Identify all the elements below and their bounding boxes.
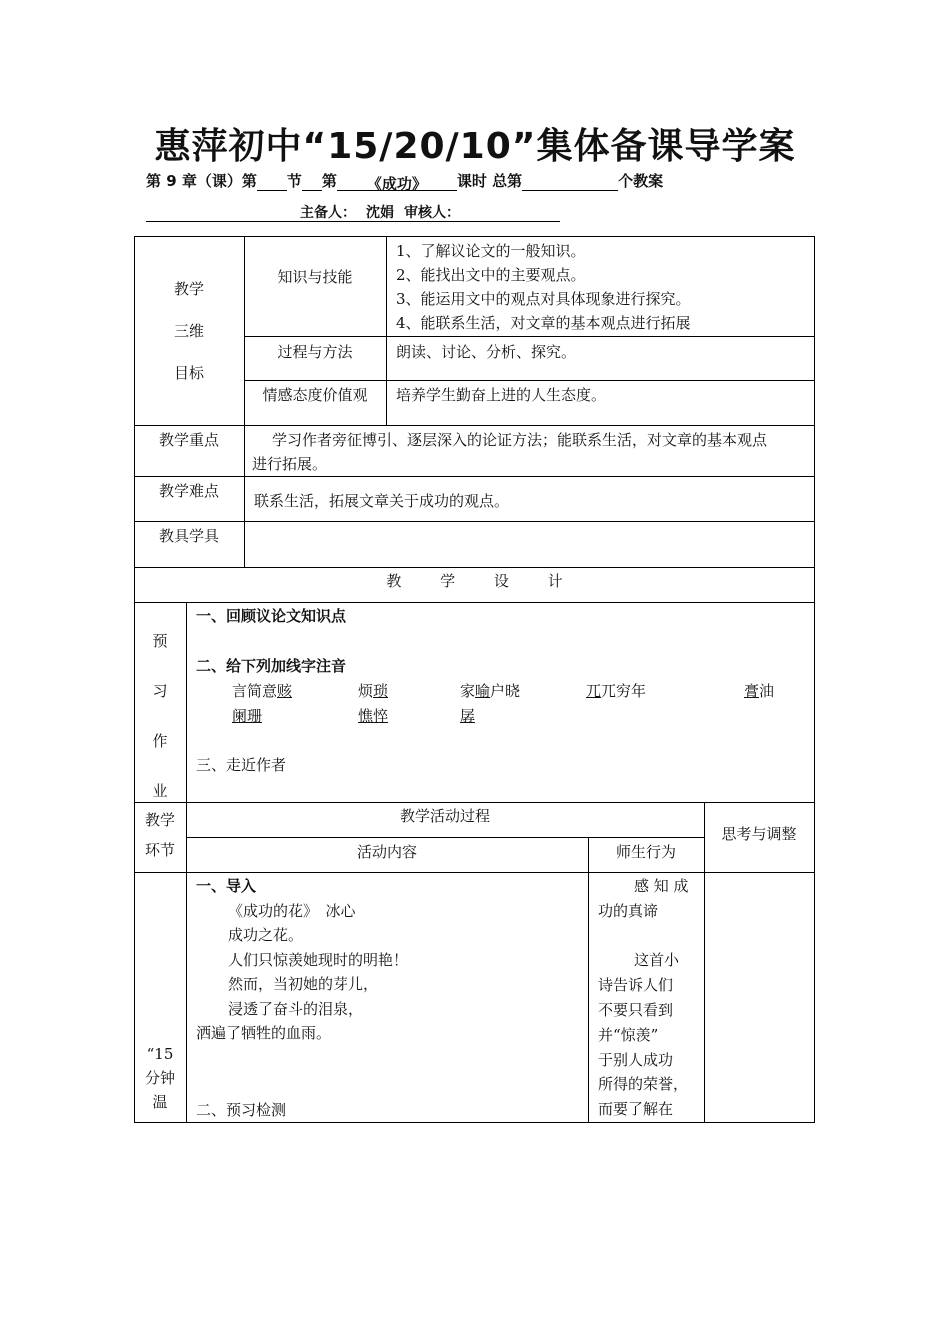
list-item: 1、了解议论文的一般知识。 — [396, 242, 586, 260]
process-text: 朗读、讨论、分析、探究。 — [396, 343, 577, 361]
pinyin-word: 烦琐 — [358, 682, 389, 700]
activity-content — [196, 874, 586, 1046]
content-heading: 活动内容 — [356, 843, 417, 861]
stage-label: 教学 环节 — [144, 811, 175, 859]
stage-text: “15 分钟 温 — [144, 1045, 175, 1111]
emotion-label: 情感态度价值观 — [262, 386, 368, 404]
difficulty-label: 教学难点 — [158, 482, 219, 500]
preview-section-3: 三、走近作者 — [196, 756, 287, 774]
preparer-label: 主备人： — [300, 205, 356, 221]
meta-keshi: 课时 总第 — [456, 172, 523, 190]
goals-label: 教学 三维 目标 — [173, 280, 204, 382]
poem-line: 洒遍了牺牲的血雨。 — [196, 1024, 332, 1042]
preview-section-2: 二、给下列加线字注音 — [196, 657, 347, 675]
meta-chapter: 第 9 章（课）第 — [146, 172, 257, 190]
preparer-line — [146, 202, 560, 222]
di-blank — [302, 173, 322, 191]
poem-line: 成功之花。 — [228, 926, 304, 944]
meta-suffix: 个教案 — [618, 172, 664, 190]
tools-label: 教具学具 — [158, 527, 219, 545]
meta-di: 第 — [321, 172, 337, 190]
knowledge-list — [396, 239, 811, 335]
activity-heading: 一、导入 — [196, 877, 257, 895]
preview-label: 预 习 作 业 — [152, 632, 168, 800]
pinyin-word: 膏油 — [744, 682, 775, 700]
lesson-meta-line — [146, 170, 663, 191]
reviewer-label: 审核人： — [404, 205, 460, 221]
poem-line: 人们只惊羡她现时的明艳！ — [228, 950, 409, 969]
key-point-text: 学习作者旁征博引、逐层深入的论证方法；能联系生活，对文章的基本观点 进行拓展。 — [252, 431, 768, 473]
pinyin-word: 憔悴 — [358, 707, 389, 725]
emotion-text: 培养学生勤奋上进的人生态度。 — [396, 386, 607, 404]
teacher-behavior: 感 知 成 功的真谛 这首小 诗告诉人们 不要只看到 并“惊羡” 于别人成功 所得的荣誉， 而要了解在 — [598, 877, 689, 1119]
list-item: 2、能找出文中的主要观点。 — [396, 266, 586, 284]
poem-line: 然而，当初她的芽儿， — [228, 975, 379, 993]
activity-section-2: 二、预习检测 — [196, 1101, 287, 1119]
teacher-heading: 师生行为 — [615, 843, 676, 861]
section-blank — [257, 173, 287, 191]
lesson-name: 《成功》 — [337, 173, 457, 191]
knowledge-label: 知识与技能 — [277, 268, 353, 286]
preparer-name: 沈娟 — [366, 205, 394, 221]
pinyin-word: 阑珊 — [232, 707, 263, 725]
pinyin-word: 兀兀穷年 — [586, 682, 647, 700]
preview-section-1: 一、回顾议论文知识点 — [196, 607, 347, 625]
meta-jie: 节 — [286, 172, 302, 190]
difficulty-text: 联系生活，拓展文章关于成功的观点。 — [254, 492, 510, 510]
page-title: 惠萍初中“15/20/10”集体备课导学案 — [154, 126, 796, 167]
total-blank — [522, 173, 618, 191]
list-item: 3、能运用文中的观点对具体现象进行探究。 — [396, 290, 691, 308]
reflect-heading: 思考与调整 — [721, 825, 797, 843]
pinyin-word: 孱 — [460, 707, 476, 725]
pinyin-word: 家喻户晓 — [460, 682, 521, 700]
list-item: 4、能联系生活，对文章的基本观点进行拓展 — [396, 314, 691, 332]
key-point-label: 教学重点 — [158, 431, 219, 449]
process-heading: 教学活动过程 — [399, 807, 490, 825]
process-label: 过程与方法 — [277, 343, 353, 361]
poem-line: 浸透了奋斗的泪泉， — [228, 999, 364, 1018]
pinyin-word: 言简意赅 — [232, 682, 293, 700]
design-heading: 教 学 设 计 — [386, 572, 563, 590]
poem-line: 《成功的花》 冰心 — [228, 901, 356, 920]
